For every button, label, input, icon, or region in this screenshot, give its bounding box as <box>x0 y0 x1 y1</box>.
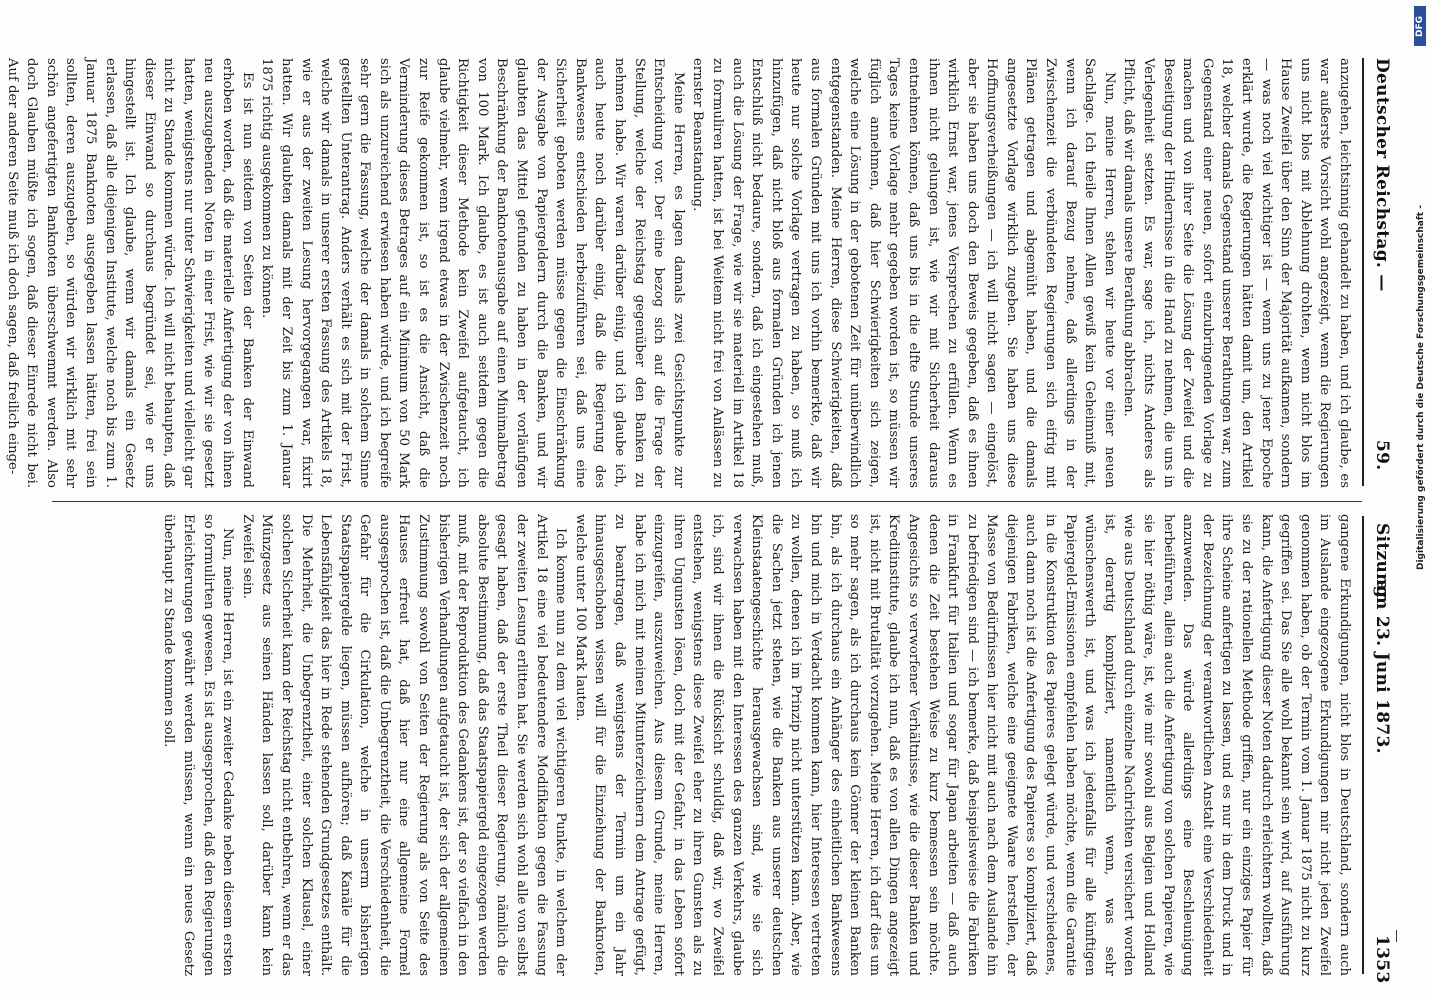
paragraph: Nun, meine Herren, ist ein zweiter Gedanke neben diesem ersten so formulirten gewesen. Es ist ausgesprochen, daß den Regierungen Erleichterungen gewährt werden müssen, wenn ein neues Gesetz überhaupt zu Stande kommen soll. <box>161 514 236 976</box>
running-head-left: Deutscher Reichstag. — <box>1372 58 1392 292</box>
session-label: Sitzung <box>1372 523 1392 598</box>
paragraph: Nun, meine Herren, stehen wir heute vor einer neuen Sachlage. Ich theile Ihnen Allen gewiß kein Geheimniß mit, wenn ich darauf Bezug nehme, daß allerdings in der Zwischenzeit die verbündeten Regierungen sich eifrig mit Plänen getragen und abgemüht haben, und die damals angesetzte Vorlage wirklich zugeben. Sie haben uns diese Hoffnungsverheißungen — ich will nicht sagen — eingelöst, aber sie haben uns doch den Beweis gegeben, daß es ihnen wirklich Ernst war, jenes Versprechen zu erfüllen. Wenn es ihnen nicht gelungen ist, wie wir mit Sicherheit daraus entnehmen können, daß uns bis in die elfte Stunde unseres Tages keine Vorlage mehr gegeben worden ist, so müssen wir füglich annehmen, daß hier Schwierigkeiten sich zeigen, welche eine Lösung in der gebotenen Zeit für unüberwindlich entgegenstanden. Meine Herren, diese Schwierigkeiten, daß aus formalen Gründen mit uns ich vorhin bemerkte, daß wir heute nur solche Vorlage vertragen zu haben, so muß ich hinzufügen, daß nicht bloß aus formalen Gründen ich jenen Entschluß nicht bedaure, sondern, daß ich eingestehen muß, auch die Lösung der Frage, wie wir sie materiell im Artikel 18 zu formuliren hatten, ist bei Weitem nicht frei von Anlässen zu ernster Beanstandung. <box>690 58 1117 488</box>
column-divider <box>52 501 1362 502</box>
page-number: 1353 <box>1372 935 1392 984</box>
digitization-credit: Digitalisierung gefördert durch die Deutsche Forschungsgemeinschaft - <box>1416 205 1426 570</box>
session-number: 59. <box>1372 440 1392 471</box>
paragraph: gangene Erkundigungen, nicht blos in Deutschland, sondern auch im Auslande eingezogene Erkundigungen mir nicht jeden Zweifel genommen haben, ob der Termin vom 1. Januar 1875 nicht zu kurz gegriffen sei. Das Sie alle wohl bekannt sein wird, auf Ausführung kann, die Anfertigung dieser Noten dadurch erleichtern wollten, daß sie zu der rationellen Methode griffen, nur ein einziges Papier für ihre Scheine anfertigen zu lassen, und es nur in dem Druck und in der Bezeichnung der verantwortlichen Anstalt eine Verschiedenheit anzuwenden. Das würde allerdings eine Beschleunigung herbeiführen, allein auch die Anfertigung von solchen Papieren, wie sie hier nöthig wäre, ist, wie mir sowohl aus Belgien und Holland wie aus Deutschland durch einzelne Nachrichten versichert worden ist, derartig kompliziert, namentlich wenn, was sehr wünschenswerth ist, und was ich jedenfalls für alle künftigen Papiergeld-Emissionen empfehlen haben möchte, wenn die Garantie in die Konstruktion des Papieres gelegt würde, und verschiedenes, auch dann noch ist die Anfertigung des Papieres so kompliziert, daß diejenigen Fabriken, welche eine geeignete Waare herstellen, der Masse von Bedürfnissen hier nicht mit auch nach dem Auslande hin zu befriedigen sind — ich bemerke, daß beispielsweise die Fabriken in Frankfurt für Italien und sogar für Japan arbeiten — daß auch denen die Zeit bestehen Weise zu kurz bemessen sein möchte. Angesichts so verworfener Verhältnisse, wie die dieser Banken und Kreditinstitute, glaube ich nun, daß es von allen Dingen angezeigt ist, nicht mit Brutalität vorzugehen. Meine Herren, ich darf dies um so mehr sagen, als ich durchaus kein Gönner der kleinen Banken bin, als ich durchaus ein Anhänger des einheitlichen Bankwesens bin und mich in Verdacht kommen kann, hier Interessen vertreten zu wollen, denen ich im Prinzip nicht unterstützen kann. Aber, wie die Sachen jetzt stehen, wie die Banken aus unserer deutschen Kleinstaatengeschichte herausgewachsen sind, wie sie sich verwachsen haben mit den Interessen des ganzen Verkehrs, glaube ich, sind wir ihnen die Rücksicht schuldig, daß wir, wo Zweifel entstehen, wenigstens diese Zweifel eher zu ihren Gunsten als zu ihren Ungunsten lösen, doch mit der Gefahr, in das Leben sofort einzugreifen, auszuweichen. Aus diesem Grunde, meine Herren, habe ich mich mit meinen Mitunterzeichnern dem Antrage gefügt, zu beantragen, daß wenigstens der Termin um ein Jahr hinausgeschoben wissen will für die Einziehung der Banknoten, welche unter 100 Mark lauten. <box>572 514 1352 976</box>
header-rule-left <box>1362 58 1364 486</box>
header-rule-right <box>1362 516 1364 974</box>
session-date: am 23. Juni 1873. <box>1372 580 1392 754</box>
right-text-column <box>161 514 1354 976</box>
left-text-column <box>4 58 1354 488</box>
paragraph: Es ist nun seitdem von Seiten der Banken der Einwand erhoben worden, daß die materielle Anfertigung der von ihnen neu auszugebenden Noten in einer Frist, wie wir sie gesetzt hatten, wenigstens nur unter Schwierigkeiten und vielleicht gar nicht zu Stande kommen würde. Ich will nicht behaupten, daß dieser Einwand so durchaus begründet sei, wie er uns hingestellt ist. Ich glaube, wenn wir damals ein Gesetz erlassen, daß alle diejenigen Institute, welche noch bis zum 1. Januar 1875 Banknoten ausgegeben lassen hätten, frei sein sollten, deren auszugeben, so würden wir wirklich mit sehr schön angefertigten Banknoten überschwemmt werden. Also doch Glauben müßte ich sogen, daß dieser Einrede nicht bei. Auf der anderen Seite muß ich doch sagen, daß freilich einge- <box>4 58 255 488</box>
paragraph: Ich komme nun zu dem viel wichtigeren Punkte, in welchem der Artikel 18 eine viel bedeutendere Modifikation gegen die Fassung der zweiten Lesung erlitten hat. Sie werden sich wohl alle von selbst gesagt haben, daß der erste Theil dieser Regierung, nämlich die absolute Bestimmung, daß das Staatspapiergeld eingezogen werden muß, mit der Reproduktion des Gedankens ist, der so vielfach in den bisherigen Verhandlungen aufgetaucht ist, der sich der allgemeinen Zustimmung sowohl von Seiten der Regierung als von Seite des Hauses erfreut hat, daß hier nur eine allgemeine Formel ausgesprochen ist, daß die Unbegrenztheit, die Verschiedenheit, die Gefahr für die Cirkulation, welche in unserm bisherigen Staatspapiergelde liegen, müssen aufhören; daß Kanäle für die Lebensfähigkeit das hier in Rede stehenden Grundgesetzes enthält. Die Mehrheit, die Unbegrenztheit, einer solchen Klausel, einer solchen Sicherheit kann der Reichstag nicht entbehren, wenn er das Münzgesetz aus seinen Händen lassen soll, darüber kann kein Zweifel sein. <box>239 514 569 976</box>
dfg-logo: DFG <box>1414 6 1426 46</box>
paragraph: Meine Herren, es lagen damals zwei Gesichtspunkte zur Entscheidung vor. Der eine bezog sich auf die Frage der Stellung, welche der Reichstag gegenüber den Banken zu nehmen habe. Wir waren darüber einig, und ich glaube ich, auch heute noch darüber einig, daß die Regierung des Bankwesens entschieden herbeizuführen sei, daß uns eine Sicherheit geboten werden müsse gegen die Einschränkung der Ausgabe von Papiergeldern durch die Banken, und wir glaubten das Mittel gefunden zu haben in der vorläufigen Beschränkung der Banknotenausgabe auf einen Minimalbetrag von 100 Mark. Ich glaube, es ist auch seitdem gegen die Richtigkeit dieser Methode kein Zweifel aufgetaucht, ich glaube vielmehr, wenn irgend etwas in der Zwischenzeit noch zur Reife gekommen ist, so ist es die Ansicht, daß die Verminderung dieses Betrages auf ein Minimum von 50 Mark sich als unzureichend erwiesen haben würde, und ich begreife sehr gern die Fassung, welche der damals in solchem Sinne gestellten Unterantrag. Anders verhält es sich mit der Frist, welche wir damals in unserer ersten Fassung des Artikels 18, wie er aus der zweiten Lesung hervorgegangen war, fixirt hatten. Wir glaubten damals mit der Zeit bis zum 1. Januar 1875 richtig ausgekommen zu können. <box>259 58 686 488</box>
edge-mark <box>1396 930 1397 942</box>
paragraph: anzugehen, leichtsinnig gehandelt zu haben, und ich glaube, es war außerste Vorsicht wohl angezeigt, wenn die Regierungen uns nicht blos mit Ablehnung drohten, wenn nicht blos im Hause Zweifel über den Sinn der Majorität aufkamen, sondern — was noch viel wichtiger ist — wenn uns zu jener Epoche erklärt wurde, die Regierungen hätten damit um, den Artikel 18, welcher damals Gegenstand unserer Berathungen war, zum Gegenstand einer neuen, sofort einzubringenden Vorlage zu machen und von ihrer Seite die Lösung der Zweifel und die Beseitigung der Hindernisse in die Hand zu nehmen, die uns in Verlegenheit setzten. Es war, sage ich, nichts Anderes als Pflicht, daß wir damals unsere Berathung abbrachen. <box>1121 58 1352 488</box>
